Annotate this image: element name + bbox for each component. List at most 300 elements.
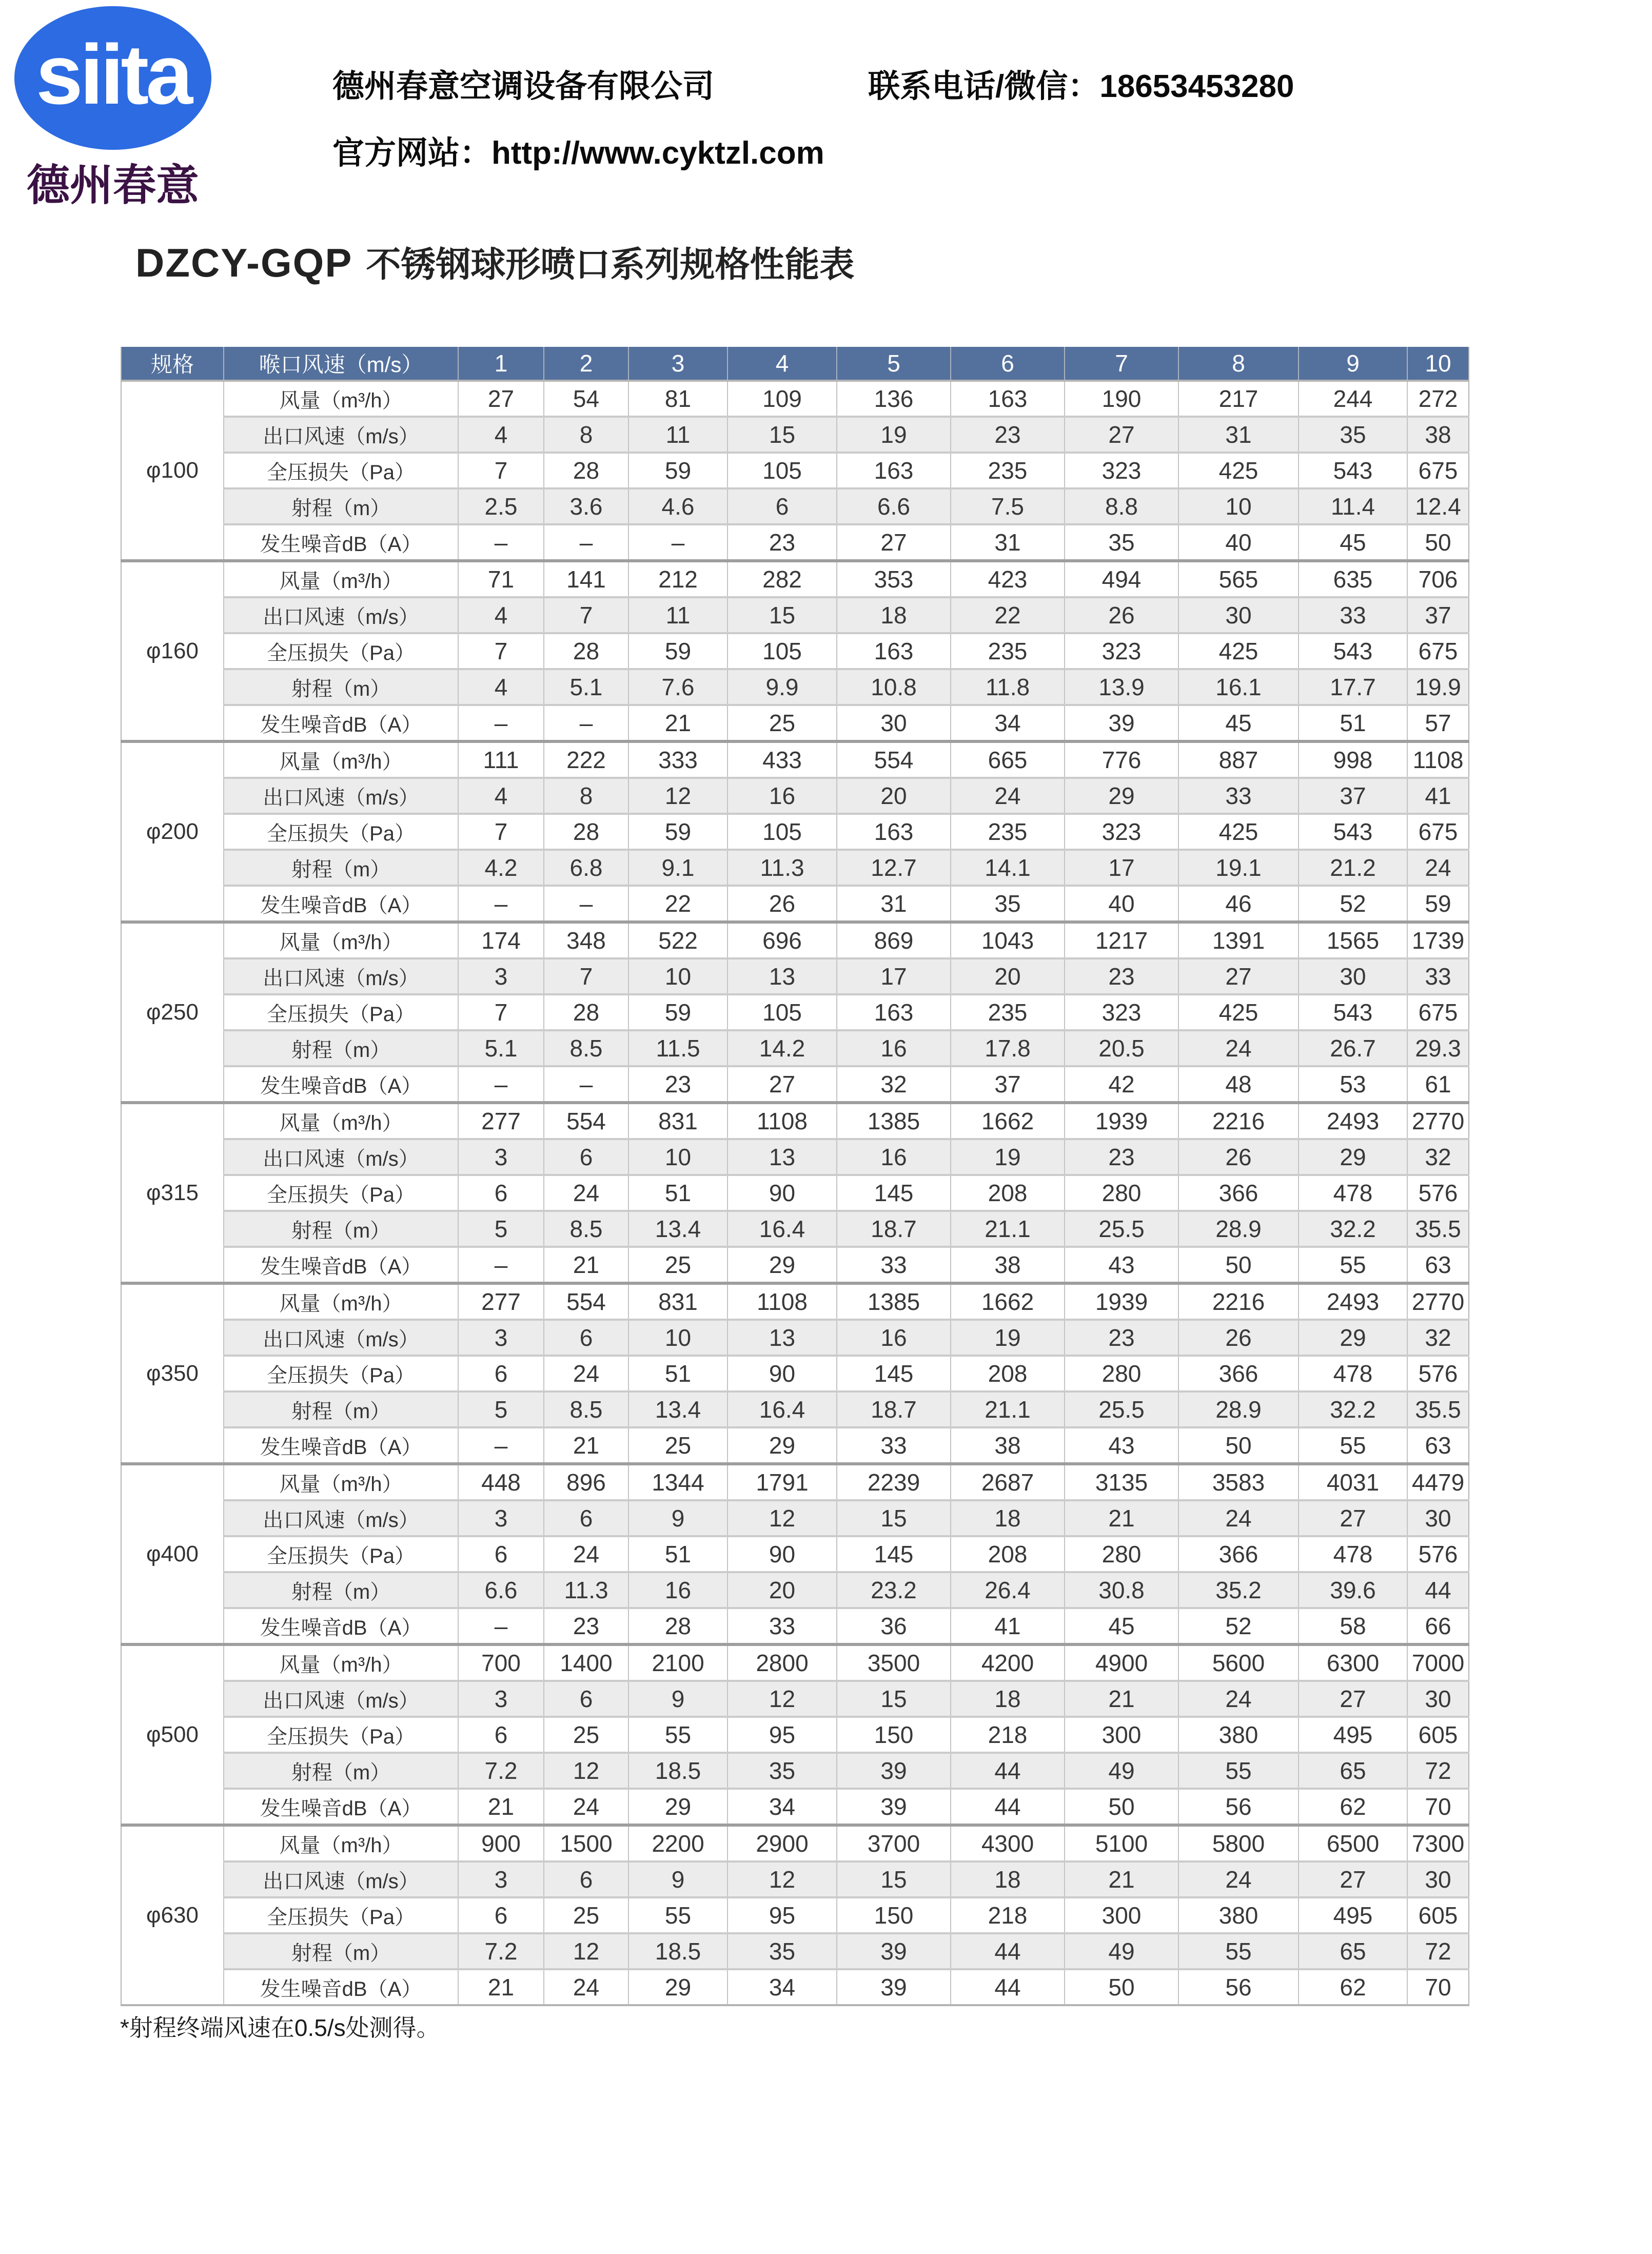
value-cell: 6.6 <box>458 1572 544 1608</box>
value-cell: 208 <box>951 1175 1065 1211</box>
value-cell: 212 <box>628 561 727 597</box>
value-cell: 59 <box>1407 886 1469 922</box>
value-cell: 38 <box>951 1247 1065 1283</box>
value-cell: 63 <box>1407 1247 1469 1283</box>
value-cell: 30 <box>837 705 951 741</box>
value-cell: 32.2 <box>1299 1391 1407 1427</box>
value-cell: 90 <box>727 1536 837 1572</box>
value-cell: 4.2 <box>458 850 544 886</box>
value-cell: 13 <box>727 958 837 994</box>
value-cell: 4300 <box>951 1825 1065 1861</box>
spec-header-cell: 规格 <box>121 347 224 381</box>
table-row <box>121 1681 1469 1717</box>
value-cell: 23 <box>1065 1320 1178 1356</box>
value-cell: 29 <box>1299 1320 1407 1356</box>
table-row <box>121 1139 1469 1175</box>
value-cell: 35.5 <box>1407 1211 1469 1247</box>
value-cell: 81 <box>628 381 727 417</box>
value-cell: 2239 <box>837 1464 951 1500</box>
value-cell: 49 <box>1065 1753 1178 1789</box>
value-cell: 6.6 <box>837 488 951 524</box>
row-label-cell: 射程（m） <box>224 1030 458 1066</box>
value-cell: 19.9 <box>1407 669 1469 705</box>
value-cell: 8.8 <box>1065 488 1178 524</box>
value-cell: 1400 <box>544 1644 628 1681</box>
value-cell: 1385 <box>837 1283 951 1320</box>
value-cell: 24 <box>951 778 1065 814</box>
row-label-cell: 出口风速（m/s） <box>224 958 458 994</box>
row-label-cell: 射程（m） <box>224 1391 458 1427</box>
value-cell: 28 <box>628 1608 727 1644</box>
value-cell: 896 <box>544 1464 628 1500</box>
value-cell: 7.6 <box>628 669 727 705</box>
value-cell: 12 <box>628 778 727 814</box>
value-cell: 3 <box>458 1500 544 1536</box>
table-row <box>121 417 1469 453</box>
value-cell: 17.8 <box>951 1030 1065 1066</box>
table-row <box>121 1066 1469 1103</box>
value-cell: 495 <box>1299 1897 1407 1933</box>
row-label-cell: 射程（m） <box>224 1933 458 1969</box>
value-cell: 46 <box>1178 886 1299 922</box>
value-cell: 37 <box>1299 778 1407 814</box>
value-cell: 18.7 <box>837 1391 951 1427</box>
value-cell: 2.5 <box>458 488 544 524</box>
siita-logo <box>14 6 211 150</box>
value-cell: 543 <box>1299 633 1407 669</box>
value-cell: 55 <box>1299 1427 1407 1464</box>
value-cell: 56 <box>1178 1969 1299 2005</box>
spec-cell: φ160 <box>121 561 224 741</box>
value-cell: 4900 <box>1065 1644 1178 1681</box>
value-cell: 21.2 <box>1299 850 1407 886</box>
value-cell: 70 <box>1407 1789 1469 1825</box>
value-cell: 576 <box>1407 1536 1469 1572</box>
value-cell: 675 <box>1407 453 1469 488</box>
value-cell: 21 <box>628 705 727 741</box>
value-cell: 31 <box>951 524 1065 561</box>
value-cell: 16.4 <box>727 1391 837 1427</box>
value-cell: 30 <box>1407 1681 1469 1717</box>
speed-col-header: 5 <box>837 347 951 381</box>
value-cell: 37 <box>951 1066 1065 1103</box>
row-label-cell: 射程（m） <box>224 1572 458 1608</box>
value-cell: – <box>458 1066 544 1103</box>
speed-col-header: 2 <box>544 347 628 381</box>
value-cell: 21 <box>458 1789 544 1825</box>
row-label-cell: 出口风速（m/s） <box>224 1320 458 1356</box>
value-cell: – <box>544 886 628 922</box>
value-cell: 18.5 <box>628 1753 727 1789</box>
value-cell: 37 <box>1407 597 1469 633</box>
value-cell: 28.9 <box>1178 1391 1299 1427</box>
value-cell: 10.8 <box>837 669 951 705</box>
value-cell: 323 <box>1065 994 1178 1030</box>
value-cell: – <box>458 524 544 561</box>
value-cell: 300 <box>1065 1717 1178 1753</box>
value-cell: 218 <box>951 1897 1065 1933</box>
value-cell: 19.1 <box>1178 850 1299 886</box>
row-label-cell: 发生噪音dB（A） <box>224 1247 458 1283</box>
row-label-cell: 射程（m） <box>224 669 458 705</box>
table-row <box>121 1608 1469 1644</box>
table-row <box>121 488 1469 524</box>
table-row <box>121 1536 1469 1572</box>
value-cell: 7 <box>458 814 544 850</box>
value-cell: 425 <box>1178 994 1299 1030</box>
logo-caption: 德州春意 <box>26 161 199 209</box>
value-cell: 1108 <box>727 1103 837 1139</box>
value-cell: 5 <box>458 1391 544 1427</box>
value-cell: 12 <box>544 1753 628 1789</box>
value-cell: 105 <box>727 994 837 1030</box>
value-cell: 1385 <box>837 1103 951 1139</box>
spec-cell: φ630 <box>121 1825 224 2005</box>
value-cell: 300 <box>1065 1897 1178 1933</box>
table-row <box>121 561 1469 597</box>
value-cell: 3500 <box>837 1644 951 1681</box>
value-cell: 41 <box>951 1608 1065 1644</box>
value-cell: 20 <box>951 958 1065 994</box>
value-cell: 282 <box>727 561 837 597</box>
row-label-cell: 射程（m） <box>224 1753 458 1789</box>
value-cell: 5100 <box>1065 1825 1178 1861</box>
value-cell: 15 <box>837 1500 951 1536</box>
value-cell: 20.5 <box>1065 1030 1178 1066</box>
value-cell: 277 <box>458 1283 544 1320</box>
value-cell: 6500 <box>1299 1825 1407 1861</box>
value-cell: 59 <box>628 814 727 850</box>
speed-col-header: 8 <box>1178 347 1299 381</box>
value-cell: 44 <box>1407 1572 1469 1608</box>
value-cell: 111 <box>458 741 544 778</box>
value-cell: 3700 <box>837 1825 951 1861</box>
speed-col-header: 9 <box>1299 347 1407 381</box>
value-cell: 1217 <box>1065 922 1178 958</box>
value-cell: – <box>458 1608 544 1644</box>
value-cell: 17 <box>837 958 951 994</box>
value-cell: – <box>458 705 544 741</box>
value-cell: – <box>544 1066 628 1103</box>
table-row <box>121 1427 1469 1464</box>
value-cell: 333 <box>628 741 727 778</box>
value-cell: 34 <box>727 1789 837 1825</box>
value-cell: 55 <box>628 1897 727 1933</box>
value-cell: 1043 <box>951 922 1065 958</box>
row-label-cell: 全压损失（Pa） <box>224 1175 458 1211</box>
row-label-cell: 全压损失（Pa） <box>224 994 458 1030</box>
value-cell: 6 <box>458 1356 544 1391</box>
table-row <box>121 850 1469 886</box>
value-cell: 31 <box>837 886 951 922</box>
value-cell: 30 <box>1299 958 1407 994</box>
company-name: 德州春意空调设备有限公司 <box>332 69 715 104</box>
value-cell: 4479 <box>1407 1464 1469 1500</box>
value-cell: 5 <box>458 1211 544 1247</box>
table-row <box>121 1391 1469 1427</box>
value-cell: 59 <box>628 633 727 669</box>
table-row <box>121 1717 1469 1753</box>
value-cell: 4 <box>458 778 544 814</box>
value-cell: 831 <box>628 1103 727 1139</box>
row-label-cell: 风量（m³/h） <box>224 741 458 778</box>
value-cell: 25 <box>544 1897 628 1933</box>
table-row <box>121 1103 1469 1139</box>
value-cell: 40 <box>1065 886 1178 922</box>
value-cell: 1739 <box>1407 922 1469 958</box>
row-label-cell: 发生噪音dB（A） <box>224 886 458 922</box>
value-cell: 15 <box>727 597 837 633</box>
value-cell: 28.9 <box>1178 1211 1299 1247</box>
spec-cell: φ400 <box>121 1464 224 1644</box>
value-cell: 9.1 <box>628 850 727 886</box>
value-cell: 39 <box>837 1753 951 1789</box>
value-cell: 26.7 <box>1299 1030 1407 1066</box>
value-cell: 2493 <box>1299 1283 1407 1320</box>
value-cell: 61 <box>1407 1066 1469 1103</box>
value-cell: 54 <box>544 381 628 417</box>
row-label-cell: 发生噪音dB（A） <box>224 1969 458 2005</box>
value-cell: 26.4 <box>951 1572 1065 1608</box>
value-cell: 11.3 <box>544 1572 628 1608</box>
value-cell: 24 <box>544 1536 628 1572</box>
value-cell: 6 <box>544 1681 628 1717</box>
value-cell: 24 <box>544 1175 628 1211</box>
value-cell: 522 <box>628 922 727 958</box>
value-cell: 11 <box>628 597 727 633</box>
value-cell: 34 <box>951 705 1065 741</box>
value-cell: 35 <box>951 886 1065 922</box>
value-cell: 7 <box>458 994 544 1030</box>
value-cell: 6 <box>458 1536 544 1572</box>
value-cell: 59 <box>628 453 727 488</box>
value-cell: 34 <box>727 1969 837 2005</box>
value-cell: 6 <box>727 488 837 524</box>
value-cell: 13.4 <box>628 1391 727 1427</box>
value-cell: 831 <box>628 1283 727 1320</box>
value-cell: 35 <box>1065 524 1178 561</box>
value-cell: 51 <box>1299 705 1407 741</box>
value-cell: 6 <box>544 1500 628 1536</box>
value-cell: 25 <box>727 705 837 741</box>
value-cell: 11.8 <box>951 669 1065 705</box>
value-cell: 22 <box>951 597 1065 633</box>
value-cell: 2900 <box>727 1825 837 1861</box>
value-cell: 18 <box>951 1500 1065 1536</box>
footnote: *射程终端风速在0.5/s处测得。 <box>120 2014 440 2041</box>
value-cell: 208 <box>951 1536 1065 1572</box>
value-cell: 56 <box>1178 1789 1299 1825</box>
table-row <box>121 1789 1469 1825</box>
value-cell: 8.5 <box>544 1391 628 1427</box>
velocity-header-cell: 喉口风速（m/s） <box>224 347 458 381</box>
value-cell: 11.5 <box>628 1030 727 1066</box>
row-label-cell: 发生噪音dB（A） <box>224 1066 458 1103</box>
value-cell: 7.2 <box>458 1933 544 1969</box>
row-label-cell: 出口风速（m/s） <box>224 1500 458 1536</box>
value-cell: 280 <box>1065 1175 1178 1211</box>
value-cell: 30 <box>1407 1861 1469 1897</box>
value-cell: 8.5 <box>544 1030 628 1066</box>
value-cell: 145 <box>837 1536 951 1572</box>
value-cell: 33 <box>1407 958 1469 994</box>
table-row <box>121 814 1469 850</box>
value-cell: 16 <box>628 1572 727 1608</box>
value-cell: 10 <box>628 958 727 994</box>
value-cell: 141 <box>544 561 628 597</box>
spec-cell: φ500 <box>121 1644 224 1825</box>
value-cell: 23 <box>1065 958 1178 994</box>
value-cell: 55 <box>1178 1753 1299 1789</box>
value-cell: 17 <box>1065 850 1178 886</box>
value-cell: 28 <box>544 994 628 1030</box>
value-cell: 10 <box>1178 488 1299 524</box>
value-cell: 72 <box>1407 1933 1469 1969</box>
value-cell: 45 <box>1065 1608 1178 1644</box>
value-cell: 43 <box>1065 1427 1178 1464</box>
value-cell: 28 <box>544 814 628 850</box>
value-cell: 543 <box>1299 994 1407 1030</box>
value-cell: 18.5 <box>628 1933 727 1969</box>
value-cell: 51 <box>628 1175 727 1211</box>
value-cell: 35.5 <box>1407 1391 1469 1427</box>
value-cell: 2216 <box>1178 1103 1299 1139</box>
spec-cell: φ350 <box>121 1283 224 1464</box>
value-cell: 105 <box>727 633 837 669</box>
value-cell: 6 <box>544 1861 628 1897</box>
value-cell: 16 <box>727 778 837 814</box>
value-cell: 35.2 <box>1178 1572 1299 1608</box>
value-cell: 29 <box>727 1427 837 1464</box>
row-label-cell: 风量（m³/h） <box>224 1464 458 1500</box>
value-cell: 1662 <box>951 1103 1065 1139</box>
value-cell: 10 <box>628 1320 727 1356</box>
value-cell: 163 <box>951 381 1065 417</box>
value-cell: – <box>628 524 727 561</box>
value-cell: 235 <box>951 814 1065 850</box>
value-cell: 425 <box>1178 453 1299 488</box>
value-cell: 27 <box>837 524 951 561</box>
speed-col-header: 6 <box>951 347 1065 381</box>
value-cell: 4031 <box>1299 1464 1407 1500</box>
value-cell: 30.8 <box>1065 1572 1178 1608</box>
value-cell: 235 <box>951 633 1065 669</box>
value-cell: 280 <box>1065 1536 1178 1572</box>
value-cell: 7000 <box>1407 1644 1469 1681</box>
row-label-cell: 风量（m³/h） <box>224 561 458 597</box>
value-cell: 366 <box>1178 1356 1299 1391</box>
value-cell: 51 <box>628 1536 727 1572</box>
value-cell: 706 <box>1407 561 1469 597</box>
value-cell: 29 <box>628 1789 727 1825</box>
table-row <box>121 1320 1469 1356</box>
value-cell: 6 <box>544 1320 628 1356</box>
value-cell: 5800 <box>1178 1825 1299 1861</box>
value-cell: 2216 <box>1178 1283 1299 1320</box>
value-cell: 9 <box>628 1681 727 1717</box>
value-cell: 27 <box>458 381 544 417</box>
value-cell: 700 <box>458 1644 544 1681</box>
table-row <box>121 1464 1469 1500</box>
value-cell: 70 <box>1407 1969 1469 2005</box>
value-cell: 29 <box>628 1969 727 2005</box>
value-cell: 35 <box>727 1753 837 1789</box>
value-cell: 57 <box>1407 705 1469 741</box>
value-cell: 26 <box>1065 597 1178 633</box>
value-cell: 39.6 <box>1299 1572 1407 1608</box>
value-cell: 272 <box>1407 381 1469 417</box>
value-cell: 62 <box>1299 1969 1407 2005</box>
value-cell: 6 <box>458 1175 544 1211</box>
value-cell: 24 <box>544 1356 628 1391</box>
value-cell: 15 <box>837 1681 951 1717</box>
value-cell: 14.1 <box>951 850 1065 886</box>
value-cell: 39 <box>1065 705 1178 741</box>
speed-col-header: 3 <box>628 347 727 381</box>
value-cell: 24 <box>544 1969 628 2005</box>
value-cell: 28 <box>544 453 628 488</box>
value-cell: 277 <box>458 1103 544 1139</box>
table-row <box>121 994 1469 1030</box>
value-cell: 15 <box>837 1861 951 1897</box>
value-cell: 72 <box>1407 1753 1469 1789</box>
value-cell: 605 <box>1407 1717 1469 1753</box>
value-cell: 2493 <box>1299 1103 1407 1139</box>
value-cell: 18 <box>837 597 951 633</box>
value-cell: 30 <box>1407 1500 1469 1536</box>
value-cell: 4200 <box>951 1644 1065 1681</box>
value-cell: 565 <box>1178 561 1299 597</box>
value-cell: 27 <box>1299 1500 1407 1536</box>
value-cell: 543 <box>1299 814 1407 850</box>
value-cell: 12 <box>544 1933 628 1969</box>
value-cell: 27 <box>1299 1861 1407 1897</box>
value-cell: 554 <box>544 1103 628 1139</box>
value-cell: 1500 <box>544 1825 628 1861</box>
table-row <box>121 705 1469 741</box>
table-row <box>121 1861 1469 1897</box>
value-cell: 2100 <box>628 1644 727 1681</box>
speed-col-header: 7 <box>1065 347 1178 381</box>
value-cell: 35 <box>1299 417 1407 453</box>
value-cell: 33 <box>727 1608 837 1644</box>
value-cell: 44 <box>951 1789 1065 1825</box>
value-cell: 235 <box>951 994 1065 1030</box>
value-cell: 66 <box>1407 1608 1469 1644</box>
value-cell: 29 <box>727 1247 837 1283</box>
value-cell: 1565 <box>1299 922 1407 958</box>
row-label-cell: 出口风速（m/s） <box>224 778 458 814</box>
value-cell: 9.9 <box>727 669 837 705</box>
table-row <box>121 524 1469 561</box>
value-cell: 887 <box>1178 741 1299 778</box>
value-cell: 13 <box>727 1320 837 1356</box>
value-cell: 576 <box>1407 1356 1469 1391</box>
value-cell: 26 <box>1178 1139 1299 1175</box>
value-cell: 53 <box>1299 1066 1407 1103</box>
value-cell: 665 <box>951 741 1065 778</box>
value-cell: 5600 <box>1178 1644 1299 1681</box>
value-cell: 39 <box>837 1789 951 1825</box>
value-cell: 675 <box>1407 994 1469 1030</box>
value-cell: 24 <box>544 1789 628 1825</box>
value-cell: 25 <box>544 1717 628 1753</box>
value-cell: 24 <box>1178 1500 1299 1536</box>
value-cell: 59 <box>628 994 727 1030</box>
value-cell: 21 <box>544 1247 628 1283</box>
value-cell: 50 <box>1065 1969 1178 2005</box>
value-cell: 39 <box>837 1933 951 1969</box>
